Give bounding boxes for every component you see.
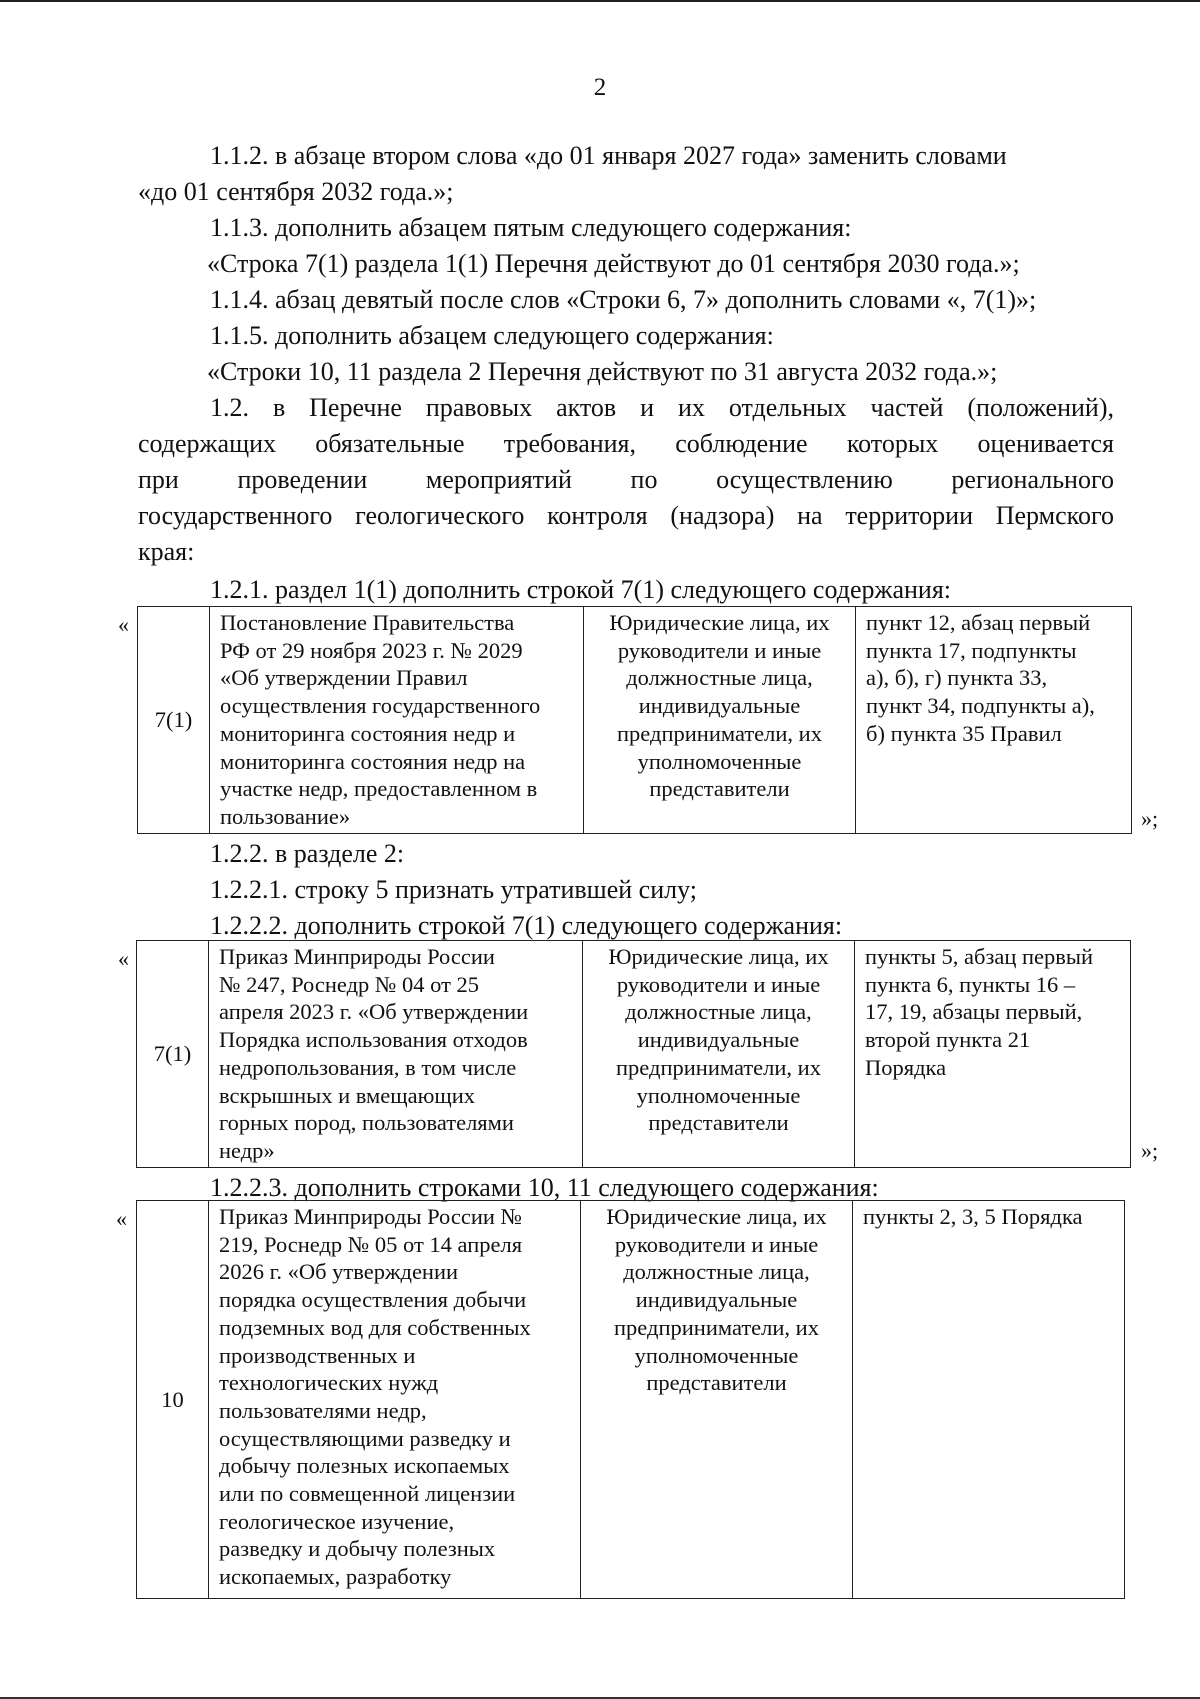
top-border — [0, 0, 1200, 2]
provisions: пункты 5, абзац первый пункта 6, пункты 16 – 17, 19, абзацы первый, второй пункта 21 Порядка — [855, 941, 1131, 1168]
table-row — [137, 1201, 1125, 1599]
provisions: пункт 12, абзац первый пункта 17, подпункты а), б), г) пункта 33, пункт 34, подпункты а), б) пункта 35 Правил — [856, 607, 1132, 834]
paragraph-1-2-line-1: 1.2. в Перечне правовых актов и их отдельных частей (положений), — [210, 393, 1114, 422]
row-number: 7(1) — [137, 941, 209, 1168]
paragraph-1-2-line-2: содержащих обязательные требования, соблюдение которых оценивается — [138, 429, 1114, 458]
table-2-open-quote: « — [118, 946, 129, 971]
table-section-2-row-7-1 — [136, 940, 1131, 1168]
paragraph-1-2-line-5: края: — [138, 537, 195, 566]
subjects: Юридические лица, их руководители и иные должностные лица, индивидуальные предприниматели, их уполномоченные представители — [584, 607, 856, 834]
table-section-2-row-10 — [136, 1200, 1125, 1599]
paragraph-1-1-4: 1.1.4. абзац девятый после слов «Строки 6, 7» дополнить словами «, 7(1)»; — [210, 285, 1037, 314]
paragraph-1-2-2: 1.2.2. в разделе 2: — [210, 839, 405, 868]
page-number: 2 — [593, 74, 607, 101]
legal-act: Постановление Правительства РФ от 29 ноября 2023 г. № 2029 «Об утверждении Правил осуществления государственного мониторинга состояния недр и мониторинга состояния недр на участке недр, предоставленном в пользование» — [210, 607, 584, 834]
table-section-1-1-row-7-1 — [137, 606, 1132, 834]
paragraph-1-2-line-4: государственного геологического контроля (надзора) на территории Пермского — [138, 501, 1114, 530]
paragraph-1-1-2: 1.1.2. в абзаце втором слова «до 01 января 2027 года» заменить словами — [210, 141, 1007, 170]
row-number: 10 — [137, 1201, 209, 1599]
row-number: 7(1) — [138, 607, 210, 834]
table-row — [138, 607, 1132, 834]
legal-act: Приказ Минприроды России № 219, Роснедр № 05 от 14 апреля 2026 г. «Об утверждении порядка осуществления добычи подземных вод для собственных производственных и технологических нужд пользователями недр, осуществляющими разведку и добычу полезных ископаемых или по совмещенной лицензии геологическое изучение, разведку и добычу полезных ископаемых, разработку — [209, 1201, 581, 1599]
table-1-close-quote: »; — [1141, 806, 1159, 831]
paragraph-1-1-5: 1.1.5. дополнить абзацем следующего содержания: — [210, 321, 774, 350]
paragraph-1-1-3-quote: «Строка 7(1) раздела 1(1) Перечня действуют до 01 сентября 2030 года.»; — [207, 249, 1020, 278]
legal-act: Приказ Минприроды России № 247, Роснедр № 04 от 25 апреля 2023 г. «Об утверждении Порядка использования отходов недропользования, в том числе вскрышных и вмещающих горных пород, пользователями недр» — [209, 941, 583, 1168]
subjects: Юридические лица, их руководители и иные должностные лица, индивидуальные предприниматели, их уполномоченные представители — [581, 1201, 853, 1599]
table-1-open-quote: « — [118, 612, 129, 637]
table-2-close-quote: »; — [1141, 1138, 1159, 1163]
paragraph-1-2-2-2: 1.2.2.2. дополнить строкой 7(1) следующего содержания: — [210, 911, 843, 940]
paragraph-1-2-line-3: при проведении мероприятий по осуществлению регионального — [138, 465, 1114, 494]
table-3-open-quote: « — [116, 1206, 127, 1231]
subjects: Юридические лица, их руководители и иные должностные лица, индивидуальные предприниматели, их уполномоченные представители — [583, 941, 855, 1168]
paragraph-1-1-3: 1.1.3. дополнить абзацем пятым следующего содержания: — [210, 213, 852, 242]
paragraph-1-2-2-1: 1.2.2.1. строку 5 признать утратившей силу; — [210, 875, 697, 904]
paragraph-1-2-2-3: 1.2.2.3. дополнить строками 10, 11 следующего содержания: — [210, 1173, 879, 1202]
paragraph-1-2-1: 1.2.1. раздел 1(1) дополнить строкой 7(1) следующего содержания: — [210, 575, 951, 604]
provisions: пункты 2, 3, 5 Порядка — [853, 1201, 1125, 1599]
table-row — [137, 941, 1131, 1168]
paragraph-1-1-2-cont: «до 01 сентября 2032 года.»; — [138, 177, 454, 206]
paragraph-1-1-5-quote: «Строки 10, 11 раздела 2 Перечня действуют по 31 августа 2032 года.»; — [207, 357, 998, 386]
